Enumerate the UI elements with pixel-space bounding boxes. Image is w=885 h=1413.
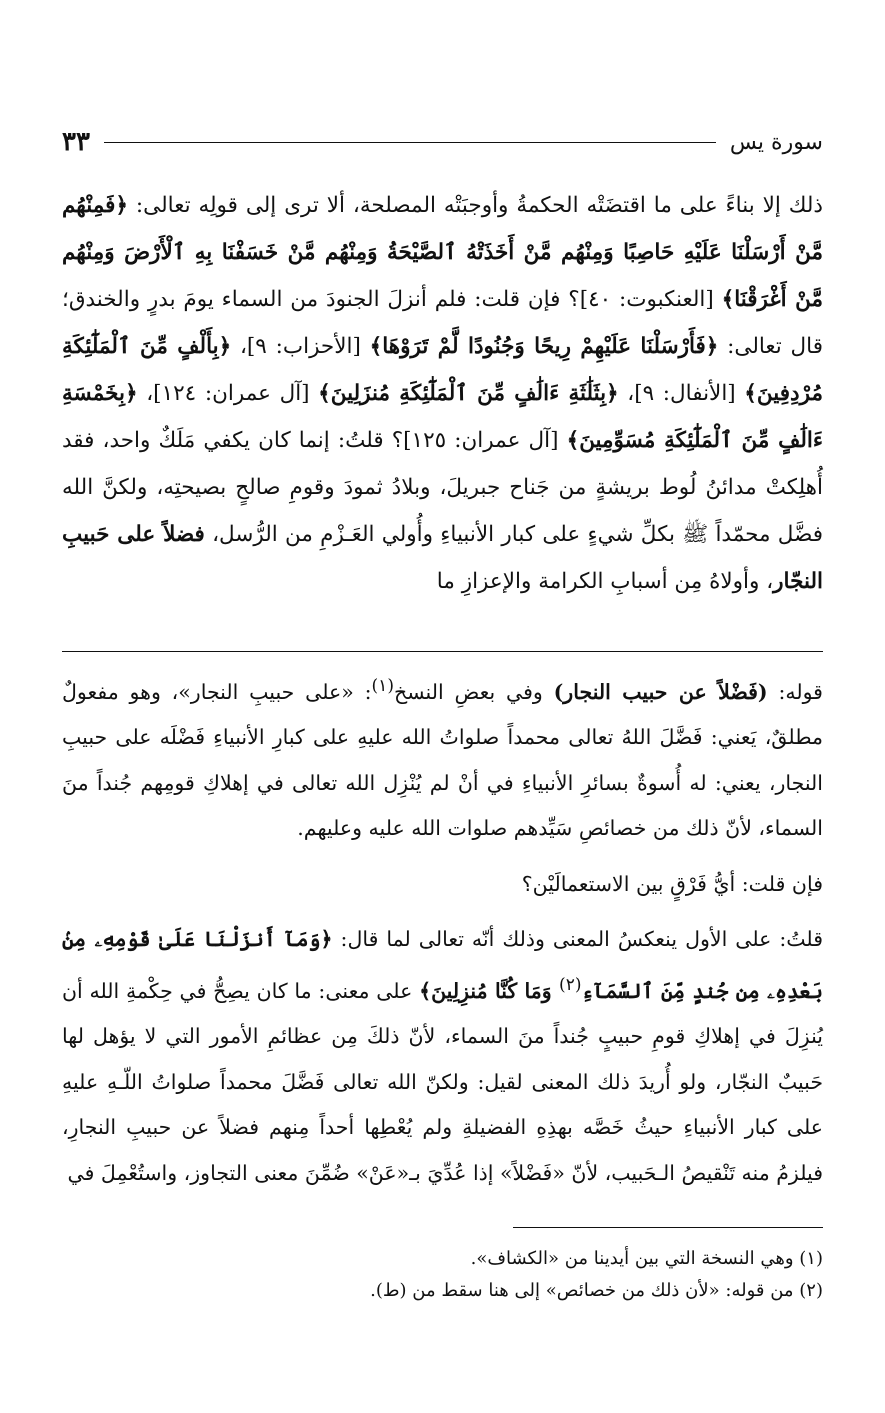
text-segment: [الأنفال: ٩]، bbox=[618, 381, 745, 406]
footnote-ref: (١) bbox=[371, 676, 395, 696]
text-segment: ، وأولاهُ مِن أسبابِ الكرامة والإعزازِ ما bbox=[436, 569, 774, 594]
footnote-rule bbox=[513, 1227, 823, 1228]
quran-verse: ﴿وَمَآ أَنزَلْنَا عَلَىٰ قَوْمِهِۦ مِنۢ بَعْدِهِۦ مِن جُندٍ مِّنَ ٱلسَّمَآءِ bbox=[62, 927, 823, 1003]
footnote-ref: (٢) bbox=[559, 974, 582, 995]
page-number: ٣٣ bbox=[62, 127, 90, 157]
quran-verse: ﴿بِخَمْسَةِ ءَالَٰفٍ مِّنَ ٱلْمَلَٰٓئِكَةِ مُسَوِّمِينَ﴾ bbox=[62, 381, 823, 453]
text-segment: : «على حبيبِ النجار»، وهو مفعولٌ مطلقٌ، يَعني: فَضَّلَ اللهُ تعالى محمداً صلواتُ الله عليهِ على كبارِ الأنبياءِ فَضْلَه على حبيبِ النجار، يعني: له أُسوةٌ بسائرِ الأنبياءِ في أنْ لم يُنْزِل الله تعالى في إهلاكِ قومِهم جُنداً منَ السماء، لأنّ ذلك من خصائصِ سَيِّدهم صلوات الله عليه وعليهم. bbox=[62, 679, 823, 841]
running-header bbox=[62, 122, 823, 162]
commentary-paragraph bbox=[62, 664, 823, 852]
surah-title: سورة يس bbox=[729, 129, 823, 155]
text-segment: على معنى: ما كان يصِحُّ في حِكْمةِ الله أن يُنزِلَ في إهلاكِ قومِ حبيبٍ جُنداً منَ السماء، لأنّ ذلكَ مِن عظائمِ الأمور التي لا يؤهل لها حَبيبٌ النجّار، ولو أُريدَ ذلك المعنى لقيل: ولكنّ الله تعالى فَضَّلَ محمداً صلواتُ اللّـهِ عليهِ على كبار الأنبياءِ حيثُ خَصَّه بهذِهِ الفضيلةِ ولم يُعْطِها أحداً مِنهم فضلاً عن حبيبِ النجارِ، فيلزمُ منه تَنْقيصُ الـحَبيب، لأنّ «فَضْلاً» إذا عُدِّيَ بـ«عَنْ» ضُمِّنَ معنى التجاوز، واستُعْمِلَ في bbox=[62, 978, 823, 1185]
footnote-2: (٢) من قوله: «لأن ذلك من خصائص» إلى هنا سقط من (ط). bbox=[370, 1280, 823, 1301]
quran-verse: ﴿بِأَلْفٍ مِّنَ ٱلْمَلَٰٓئِكَةِ مُرْدِفِينَ﴾ bbox=[62, 334, 823, 406]
footnote-1: (١) وهي النسخة التي بين أيدينا من «الكشاف». bbox=[470, 1248, 823, 1269]
text-segment: [آل عمران: ١٢٤]، bbox=[137, 381, 319, 406]
main-paragraph bbox=[62, 182, 823, 605]
commentary-section bbox=[62, 664, 823, 1196]
text-segment: قوله: bbox=[767, 679, 823, 704]
commented-phrase: (فَضْلاً عن حبيب النجار) bbox=[553, 679, 768, 704]
commentary-question: فإن قلت: أيُّ فَرْقٍ بين الاستعمالَيْن؟ bbox=[521, 871, 823, 896]
quran-verse: وَمَا كُنَّا مُنزِلِينَ﴾ bbox=[419, 978, 560, 1003]
emphasized-phrase: فضلاً على حَبيبِ النجّار bbox=[62, 522, 823, 594]
text-segment: [آل عمران: ١٢٥]؟ قلتُ: إنما كان يكفي مَلَكٌ واحد، فقد أُهلِكتْ مدائنُ لُوط بريشةٍ من جَناح جبريلَ، وبلادُ ثمودَ وقومِ صالحٍ بصيحتِه، ولكنَّ الله فضَّل محمّداً ﷺ بكلِّ شيءٍ على كبار الأنبياءِ وأُولي العَـزْمِ من الرُّسل، bbox=[62, 428, 823, 547]
text-segment: وفي بعضِ النسخ bbox=[394, 679, 554, 704]
header-rule bbox=[104, 142, 716, 143]
text-segment: [العنكبوت: ٤٠]؟ فإن قلت: فلم أنزلَ الجنودَ من السماء يومَ بدرٍ والخندق؛ قال تعالى: bbox=[62, 287, 823, 359]
text-segment: ذلك إلا بناءً على ما اقتضَتْه الحكمةُ وأوجبَتْه المصلحة، ألا ترى إلى قولِه تعالى: bbox=[128, 193, 823, 218]
commentary-paragraph bbox=[62, 917, 823, 1196]
footnotes bbox=[62, 1243, 823, 1307]
section-divider bbox=[62, 651, 823, 652]
quran-verse: ﴿فَأَرْسَلْنَا عَلَيْهِمْ رِيحًا وَجُنُودًا لَّمْ تَرَوْهَا﴾ bbox=[369, 334, 719, 359]
text-segment: [الأحزاب: ٩]، bbox=[231, 334, 370, 359]
text-segment: قلتُ: على الأول ينعكسُ المعنى وذلك أنّه تعالى لما قال: bbox=[332, 927, 824, 952]
quran-verse: ﴿بِثَلَٰثَةِ ءَالَٰفٍ مِّنَ ٱلْمَلَٰٓئِكَةِ مُنزَلِينَ﴾ bbox=[318, 381, 619, 406]
main-text bbox=[62, 182, 823, 605]
quran-verse: ﴿فَمِنْهُم مَّنْ أَرْسَلْنَا عَلَيْهِ حَاصِبًا وَمِنْهُم مَّنْ أَخَذَتْهُ ٱلصَّيْحَةُ وَمِنْهُم مَّنْ خَسَفْنَا بِهِ ٱلْأَرْضَ وَمِنْهُم مَّنْ أَغْرَقْنَا﴾ bbox=[62, 193, 823, 312]
